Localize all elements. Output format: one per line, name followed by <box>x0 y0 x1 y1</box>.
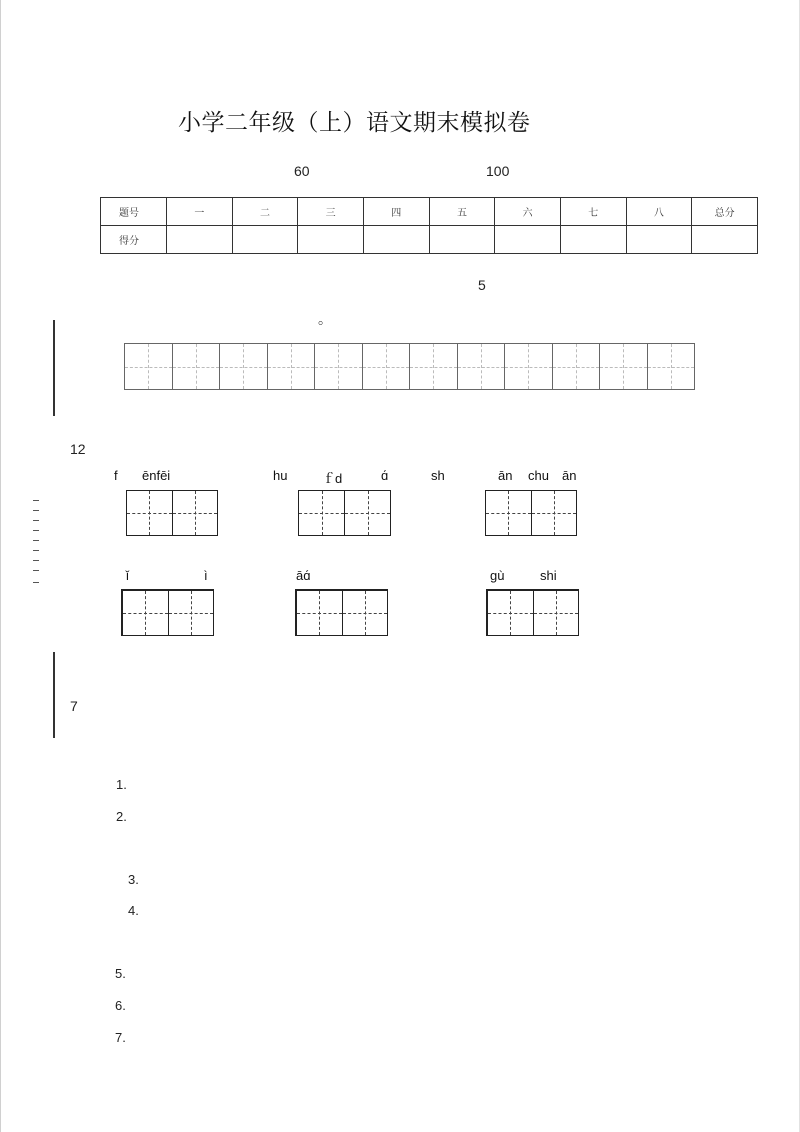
question-number: 1. <box>116 777 127 792</box>
writing-cell[interactable] <box>534 591 579 635</box>
writing-cell[interactable] <box>458 344 506 389</box>
score-cell: 得分 <box>101 226 167 254</box>
writing-cell[interactable] <box>553 344 601 389</box>
section1-points: 5 <box>478 277 486 293</box>
tian-grid-2[interactable] <box>298 490 391 536</box>
pinyin-label: chu <box>528 468 549 483</box>
tian-grid-2[interactable] <box>486 589 579 636</box>
pinyin-label: hu <box>273 468 288 483</box>
tian-grid-2[interactable] <box>295 589 388 636</box>
score-input-cell[interactable] <box>495 226 561 254</box>
score-table <box>100 197 758 254</box>
score-cell: 八 <box>626 198 692 226</box>
margin-tick <box>33 520 39 521</box>
writing-cell[interactable] <box>532 491 577 535</box>
score-table-score-row <box>101 226 758 254</box>
section3-points: 7 <box>70 698 78 714</box>
score-cell: 六 <box>495 198 561 226</box>
pinyin-label: ì <box>204 568 208 583</box>
pinyin-label: ēnfēi <box>142 468 171 483</box>
margin-tick <box>33 530 39 531</box>
section1-period: 。 <box>318 311 332 327</box>
writing-cell[interactable] <box>220 344 268 389</box>
pinyin-label: ān <box>498 468 513 483</box>
margin-binding-line <box>53 320 55 416</box>
exam-time: 60 <box>294 163 310 179</box>
writing-cell[interactable] <box>173 344 221 389</box>
question-number: 3. <box>128 872 139 887</box>
score-cell: 五 <box>429 198 495 226</box>
section2-points: 12 <box>70 441 86 457</box>
score-cell: 二 <box>232 198 298 226</box>
score-cell: 一 <box>167 198 233 226</box>
pinyin-label: ɑ́ <box>381 468 389 483</box>
writing-cell[interactable] <box>600 344 648 389</box>
margin-tick <box>33 510 39 511</box>
score-input-cell[interactable] <box>560 226 626 254</box>
question-number: 6. <box>115 998 126 1013</box>
writing-cell[interactable] <box>297 591 343 635</box>
margin-tick <box>33 570 39 571</box>
writing-cell[interactable] <box>486 491 532 535</box>
score-input-cell[interactable] <box>232 226 298 254</box>
writing-cell[interactable] <box>123 591 169 635</box>
score-table-header-row <box>101 198 758 226</box>
score-input-cell[interactable] <box>167 226 233 254</box>
pinyin-label: ān <box>562 468 577 483</box>
margin-binding-line <box>53 652 55 738</box>
writing-cell[interactable] <box>648 344 695 389</box>
pinyin-label: sh <box>431 468 445 483</box>
tian-grid-2[interactable] <box>121 589 214 636</box>
writing-cell[interactable] <box>488 591 534 635</box>
score-cell: 七 <box>560 198 626 226</box>
writing-cell[interactable] <box>345 491 390 535</box>
pinyin-label: f <box>114 468 118 483</box>
question-number: 7. <box>115 1030 126 1045</box>
pinyin-label: ǐ <box>126 568 129 583</box>
writing-cell[interactable] <box>127 491 173 535</box>
writing-cell[interactable] <box>505 344 553 389</box>
question-number: 5. <box>115 966 126 981</box>
writing-cell[interactable] <box>173 491 218 535</box>
margin-tick <box>33 582 39 583</box>
tian-grid-2[interactable] <box>126 490 218 536</box>
margin-tick <box>33 560 39 561</box>
score-cell: 三 <box>298 198 364 226</box>
score-cell: 总分 <box>692 198 758 226</box>
pinyin-label: gù <box>490 568 505 583</box>
writing-cell[interactable] <box>299 491 345 535</box>
score-input-cell[interactable] <box>363 226 429 254</box>
margin-tick <box>33 500 39 501</box>
score-input-cell[interactable] <box>692 226 758 254</box>
tian-grid-2[interactable] <box>485 490 577 536</box>
total-score: 100 <box>486 163 510 179</box>
score-cell: 四 <box>363 198 429 226</box>
question-number: 2. <box>116 809 127 824</box>
writing-grid-section1[interactable] <box>124 343 695 390</box>
writing-cell[interactable] <box>169 591 214 635</box>
writing-cell[interactable] <box>363 344 411 389</box>
score-input-cell[interactable] <box>298 226 364 254</box>
margin-tick <box>33 550 39 551</box>
score-input-cell[interactable] <box>429 226 495 254</box>
question-number: 4. <box>128 903 139 918</box>
margin-tick <box>33 540 39 541</box>
pinyin-label: āɑ́ <box>296 568 311 583</box>
writing-cell[interactable] <box>410 344 458 389</box>
pinyin-label: shi <box>540 568 557 583</box>
score-cell: 题号 <box>101 198 167 226</box>
page-title: 小学二年级（上）语文期末模拟卷 <box>178 110 531 136</box>
pinyin-label: ｆd <box>322 471 343 486</box>
score-input-cell[interactable] <box>626 226 692 254</box>
writing-cell[interactable] <box>343 591 388 635</box>
writing-cell[interactable] <box>125 344 173 389</box>
writing-cell[interactable] <box>268 344 316 389</box>
writing-cell[interactable] <box>315 344 363 389</box>
page-left-edge <box>0 0 1 1132</box>
